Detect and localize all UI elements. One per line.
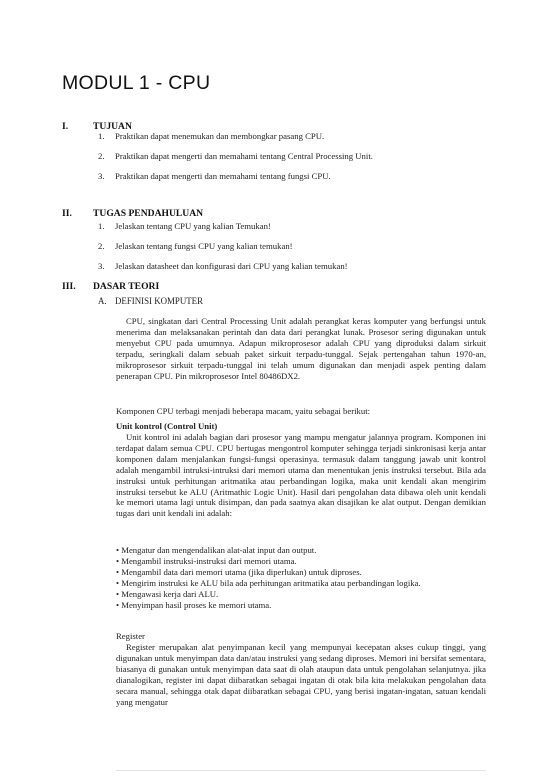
item-number: 1. xyxy=(98,131,105,141)
item-number: 2. xyxy=(98,151,105,161)
list-item: • Menyimpan hasil proses ke memori utama. xyxy=(116,600,272,611)
list-item: • Mengatur dan mengendalikan alat-alat input dan output. xyxy=(116,545,317,555)
list-item xyxy=(98,151,373,161)
item-number: 1. xyxy=(98,221,105,231)
section-number: II. xyxy=(62,208,72,219)
item-text: Jelaskan datasheet dan konfigurasi dari CPU yang kalian temukan! xyxy=(115,261,348,271)
section-title: TUGAS PENDAHULUAN xyxy=(93,208,204,219)
intro-paragraph: CPU, singkatan dari Central Processing Unit adalah perangkat keras komputer yang berfungsi untuk menerima dan melaksanakan perintah dan data dari perangkat lunak. Prosesor sering digunakan untuk menyebut CPU pada umumnya. Adapun mikroprosesor adalah CPU yang diproduksi dalam sirkuit terpadu, seringkali dalam sebuah paket sirkuit terpadu-tunggal. Sejak pertengahan tahun 1970-an, mikroprosesor sirkuit terpadu-tunggal ini telah umum digunakan dan menjadi aspek penting dalam penerapan CPU. Pin mikroprosesor Intel 80486DX2. xyxy=(116,316,486,381)
page-title: MODUL 1 - CPU xyxy=(62,72,211,94)
list-item xyxy=(98,171,331,181)
item-number: 2. xyxy=(98,241,105,251)
list-item: • Mengambil data dari memori utama (jika diperlukan) untuk diproses. xyxy=(116,567,362,578)
register-paragraph: Register merupakan alat penyimpanan kecil yang mempunyai kecepatan akses cukup tinggi, yang digunakan untuk menyimpan data dan/atau instruksi yang sedang diproses. Memori ini bersifat sementara, biasanya di gunakan untuk menyimpan data saat di olah ataupun data untuk pengolahan selanjutnya. jika dianalogikan, register ini dapat diibaratkan sebagai ingatan di otak bila kita melakukan pengolahan data secara manual, sehingga otak dapat diibaratkan sebagai CPU, yang berisi ingatan-ingatan, satuan kendali yang mengatur xyxy=(116,642,486,707)
list-item xyxy=(98,221,271,231)
control-unit-heading: Unit kontrol (Control Unit) xyxy=(116,421,218,431)
register-heading: Register xyxy=(116,631,145,641)
list-item xyxy=(98,261,348,271)
subsection-title: DEFINISI KOMPUTER xyxy=(115,296,204,306)
subsection-heading xyxy=(98,296,203,306)
section-title: DASAR TEORI xyxy=(93,281,160,292)
control-unit-task-list xyxy=(116,545,421,612)
item-number: 3. xyxy=(98,261,105,271)
page-divider xyxy=(116,770,486,771)
list-item: • Mengambil instruksi-instruksi dari memori utama. xyxy=(116,556,297,567)
list-item: • Mengawasi kerja dari ALU. xyxy=(116,589,219,600)
control-unit-paragraph: Unit kontrol ini adalah bagian dari prosesor yang mampu mengatur jalannya program. Komponen ini terdapat dalam semua CPU. CPU bertugas mengontrol komputer sehingga terjadi sinkronisasi kerja antar komponen dalam menjalankan fungsi-fungsi operasinya. termasuk dalam tanggung jawab unit kontrol adalah mengambil intruksi-intruksi dari memori utama dan menentukan jenis instruksi tersebut. Bila ada instruksi untuk perhitungan aritmatika atau perbandingan logika, maka unit kendali akan mengirim instruksi tersebut ke ALU (Aritmathic Logic Unit). Hasil dari pengolahan data dibawa oleh unit kendali ke memori utama lagi untuk disimpan, dan pada saatnya akan disajikan ke alat output. Dengan demikian tugas dari unit kendali ini adalah: xyxy=(116,432,486,519)
list-item xyxy=(98,131,324,141)
item-text: Jelaskan tentang CPU yang kalian Temukan! xyxy=(115,221,271,231)
item-text: Praktikan dapat menemukan dan membongkar pasang CPU. xyxy=(115,131,325,141)
list-item: • Mengirim instruksi ke ALU bila ada perhitungan aritmatika atau perbandingan logika. xyxy=(116,578,421,589)
item-text: Jelaskan tentang fungsi CPU yang kalian temukan! xyxy=(115,241,293,251)
item-text: Praktikan dapat mengerti dan memahami tentang fungsi CPU. xyxy=(115,171,331,181)
components-line: Komponen CPU terbagi menjadi beberapa macam, yaitu sebagai berikut: xyxy=(116,406,371,416)
item-number: 3. xyxy=(98,171,105,181)
list-item xyxy=(98,241,293,251)
section-number: I. xyxy=(62,121,69,132)
item-text: Praktikan dapat mengerti dan memahami tentang Central Processing Unit. xyxy=(115,151,373,161)
subsection-letter: A. xyxy=(98,296,107,306)
section-number: III. xyxy=(62,281,76,292)
section-title: TUJUAN xyxy=(93,121,132,132)
